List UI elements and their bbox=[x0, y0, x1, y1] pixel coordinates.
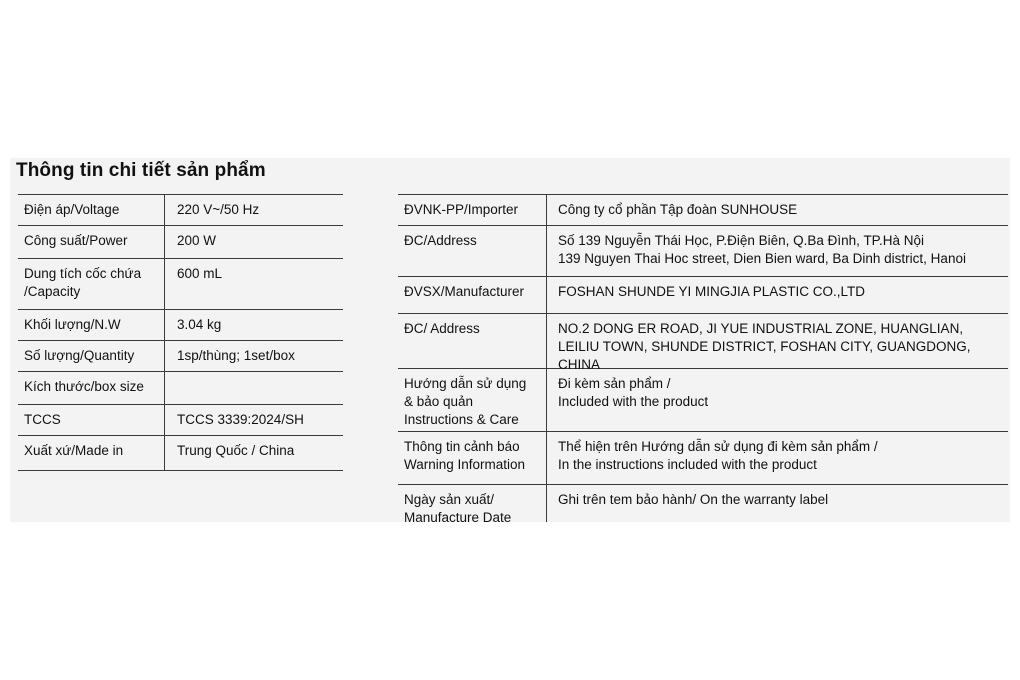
row-value-line: FOSHAN SHUNDE YI MINGJIA PLASTIC CO.,LTD bbox=[558, 284, 866, 299]
row-label-line: /Capacity bbox=[24, 284, 81, 299]
row-value-line: Đi kèm sản phẩm / bbox=[558, 376, 671, 391]
row-value bbox=[546, 195, 1008, 225]
row-label bbox=[398, 277, 546, 313]
row-value bbox=[164, 259, 343, 309]
row-label-line: Manufacture Date bbox=[404, 510, 512, 522]
row-value bbox=[164, 436, 343, 470]
row-label-line: Công suất/Power bbox=[24, 233, 128, 248]
table-row bbox=[398, 277, 1008, 314]
row-value-line: TCCS 3339:2024/SH bbox=[177, 412, 304, 427]
table-row bbox=[398, 369, 1008, 432]
row-label bbox=[18, 405, 164, 435]
row-label-line: Xuất xứ/Made in bbox=[24, 443, 124, 458]
row-label bbox=[398, 314, 546, 368]
product-spec-panel bbox=[10, 158, 1010, 522]
row-value-line: Trung Quốc / China bbox=[177, 443, 295, 458]
row-label-line: Instructions & Care bbox=[404, 412, 519, 427]
row-value-line: 600 mL bbox=[177, 266, 223, 281]
spec-table-right bbox=[398, 194, 1008, 522]
row-value-line: In the instructions included with the product bbox=[558, 457, 817, 472]
row-label bbox=[398, 369, 546, 431]
row-value bbox=[164, 372, 343, 404]
page-title: Thông tin chi tiết sản phẩm bbox=[16, 160, 266, 181]
table-row bbox=[18, 226, 343, 259]
table-row bbox=[18, 405, 343, 436]
row-value-line: 3.04 kg bbox=[177, 317, 222, 332]
row-value bbox=[164, 405, 343, 435]
row-label-line: Dung tích cốc chứa bbox=[24, 266, 142, 281]
row-label bbox=[18, 259, 164, 309]
table-row bbox=[18, 259, 343, 310]
row-label-line: & bảo quản bbox=[404, 394, 474, 409]
row-value bbox=[164, 226, 343, 258]
row-label bbox=[398, 226, 546, 276]
row-label-line: TCCS bbox=[24, 412, 61, 427]
table-row bbox=[18, 436, 343, 471]
table-row bbox=[398, 195, 1008, 226]
row-label-line: Kích thước/box size bbox=[24, 379, 144, 394]
spec-table-left bbox=[18, 194, 343, 471]
row-value-line: Included with the product bbox=[558, 394, 709, 409]
row-label-line: Warning Information bbox=[404, 457, 526, 472]
row-label-line: ĐC/ Address bbox=[404, 321, 480, 336]
row-label-line: ĐVSX/Manufacturer bbox=[404, 284, 525, 299]
row-value-line: LEILIU TOWN, SHUNDE DISTRICT, FOSHAN CITY, GUANGDONG, CHINA bbox=[558, 339, 971, 372]
row-value bbox=[546, 485, 1008, 522]
row-label bbox=[18, 372, 164, 404]
table-row bbox=[398, 485, 1008, 522]
table-row bbox=[398, 432, 1008, 485]
table-row bbox=[18, 310, 343, 341]
table-row bbox=[18, 372, 343, 405]
row-value-line: Công ty cổ phần Tập đoàn SUNHOUSE bbox=[558, 202, 798, 217]
row-label-line: Ngày sản xuất/ bbox=[404, 492, 495, 507]
row-value-line: 1sp/thùng; 1set/box bbox=[177, 348, 295, 363]
table-row bbox=[18, 195, 343, 226]
table-row bbox=[398, 226, 1008, 277]
row-label-line: Khối lượng/N.W bbox=[24, 317, 121, 332]
row-label bbox=[398, 485, 546, 522]
row-value bbox=[164, 310, 343, 340]
row-label bbox=[18, 341, 164, 371]
row-value bbox=[546, 432, 1008, 484]
row-value bbox=[546, 277, 1008, 313]
row-value-line: Số 139 Nguyễn Thái Học, P.Điện Biên, Q.Ba Đình, TP.Hà Nội bbox=[558, 233, 924, 248]
row-label bbox=[18, 310, 164, 340]
row-label-line: ĐC/Address bbox=[404, 233, 477, 248]
row-value-line: Thể hiện trên Hướng dẫn sử dụng đi kèm sản phẩm / bbox=[558, 439, 878, 454]
table-row bbox=[18, 341, 343, 372]
row-label bbox=[18, 226, 164, 258]
row-value bbox=[164, 341, 343, 371]
row-value bbox=[546, 369, 1008, 431]
row-label-line: Thông tin cảnh báo bbox=[404, 439, 520, 454]
row-value bbox=[546, 314, 1008, 372]
row-value bbox=[546, 226, 1008, 276]
row-label bbox=[18, 436, 164, 470]
table-row bbox=[398, 314, 1008, 372]
row-label-line: ĐVNK-PP/Importer bbox=[404, 202, 519, 217]
row-value-line: 200 W bbox=[177, 233, 217, 248]
row-value-line: 139 Nguyen Thai Hoc street, Dien Bien ward, Ba Dinh district, Hanoi bbox=[558, 251, 966, 266]
row-label bbox=[398, 195, 546, 225]
row-label-line: Hướng dẫn sử dụng bbox=[404, 376, 527, 391]
row-label bbox=[18, 195, 164, 225]
row-value-line: 220 V~/50 Hz bbox=[177, 202, 260, 217]
row-value-line: NO.2 DONG ER ROAD, JI YUE INDUSTRIAL ZONE, HUANGLIAN, bbox=[558, 321, 964, 336]
row-label-line: Điện áp/Voltage bbox=[24, 202, 120, 217]
row-value-line: Ghi trên tem bảo hành/ On the warranty label bbox=[558, 492, 829, 507]
row-label-line: Số lượng/Quantity bbox=[24, 348, 135, 363]
row-value bbox=[164, 195, 343, 225]
row-label bbox=[398, 432, 546, 484]
